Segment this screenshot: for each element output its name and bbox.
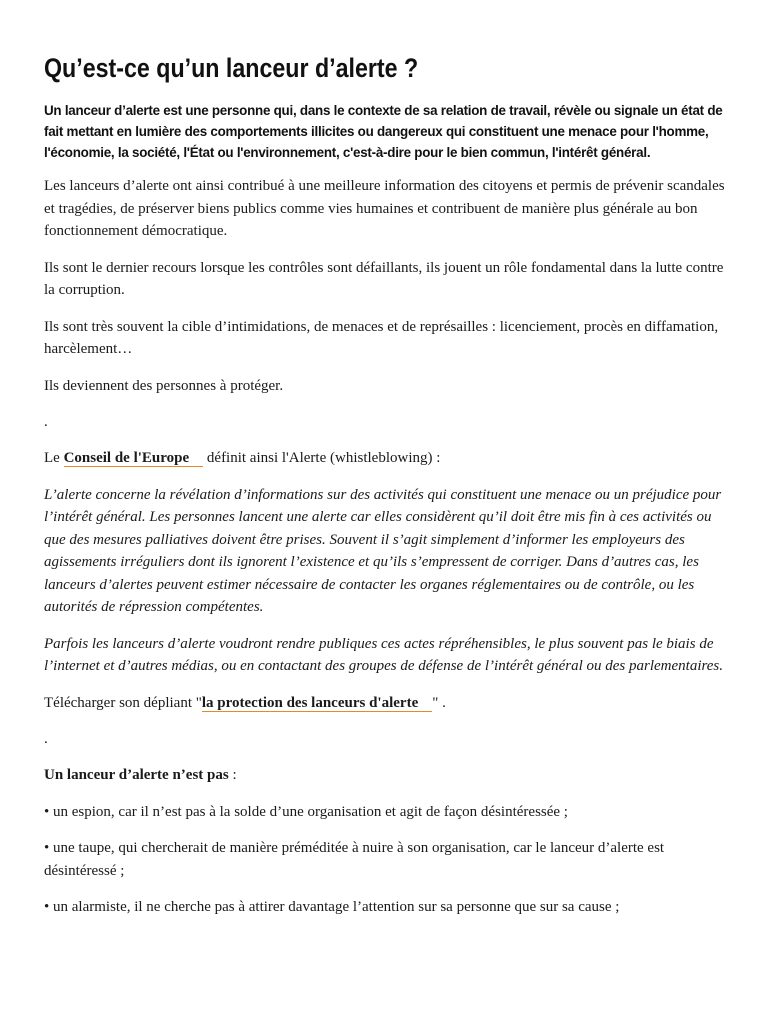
list-item-mole: • une taupe, qui chercherait de manière préméditée à nuire à son organisation, car le lanceur d’alerte est désintéressé ; — [44, 840, 665, 879]
download-line — [44, 692, 734, 715]
separator-dot-2: . — [44, 731, 48, 747]
paragraph-last-resort: Ils sont le dernier recours lorsque les contrôles sont défaillants, ils jouent un rôle fondamental dans la lutte contre la corruption. — [44, 259, 724, 298]
paragraph-protect: Ils deviennent des personnes à protéger. — [44, 377, 284, 394]
download-prefix: Télécharger son dépliant " — [44, 694, 202, 711]
not-heading — [44, 764, 734, 787]
download-leaflet-link[interactable]: la protection des lanceurs d'alerte — [202, 695, 432, 712]
quote-paragraph-definition: L’alerte concerne la révélation d’informations sur des activités qui constituent une menace ou un préjudice pour l’intérêt général. Les personnes lancent une alerte car elles considèrent qu’il doit être mis fin à ces activités ou que des mesures palliatives doivent être prises. Souvent il s’agit simplement d’informer les employeurs des agissements irréguliers dont ils ignorent l’existence et qu’ils s’empressent de corriger. Dans d’autres cas, les lanceurs d’alertes peuvent estimer nécessaire de contacter les organes réglementaires ou de contrôle, ou les autorités de répression compétentes. — [44, 486, 722, 615]
list-item-alarmist: • un alarmiste, il ne cherche pas à attirer davantage l’attention sur sa personne que sur sa cause ; — [44, 899, 620, 915]
separator-dot: . — [44, 414, 48, 430]
paragraph-contribution: Les lanceurs d’alerte ont ainsi contribué à une meilleure information des citoyens et permis de prévenir scandales et tragédies, de préserver biens publics comme vies humaines et contribuent de manière plus générale au bon fonctionnement démocratique. — [44, 178, 725, 239]
council-definition-line — [44, 447, 734, 470]
not-heading-colon: : — [228, 767, 237, 783]
not-heading-bold: Un lanceur d’alerte n’est pas — [44, 767, 229, 783]
council-suffix: définit ainsi l'Alerte (whistleblowing) : — [203, 450, 441, 466]
council-of-europe-link[interactable]: Conseil de l'Europe — [64, 450, 204, 467]
list-item-spy: • un espion, car il n’est pas à la solde d’une organisation et agit de façon désintéressée ; — [44, 803, 568, 820]
lead-paragraph: Un lanceur d’alerte est une personne qui, dans le contexte de sa relation de travail, révèle ou signale un état de fait mettant en lumière des comportements illicites ou dangereux qui constituent une menace pour l'homme, l'économie, la société, l'État ou l'environnement, c'est-à-dire pour le bien commun, l'intérêt général. — [44, 103, 723, 160]
council-prefix: Le — [44, 450, 64, 466]
quote-paragraph-public: Parfois les lanceurs d’alerte voudront rendre publiques ces actes répréhensibles, le plus souvent pas le biais de l’internet et d’autres médias, ou en contactant des groupes de défense de l’intérêt général ou des parlementaires. — [44, 635, 724, 674]
paragraph-targets: Ils sont très souvent la cible d’intimidations, de menaces et de représailles : licenciement, procès en diffamation, harcèlement… — [44, 318, 719, 357]
article — [44, 50, 734, 933]
download-suffix: " . — [432, 694, 446, 711]
page-title: Qu’est-ce qu’un lanceur d’alerte ? — [44, 53, 419, 83]
